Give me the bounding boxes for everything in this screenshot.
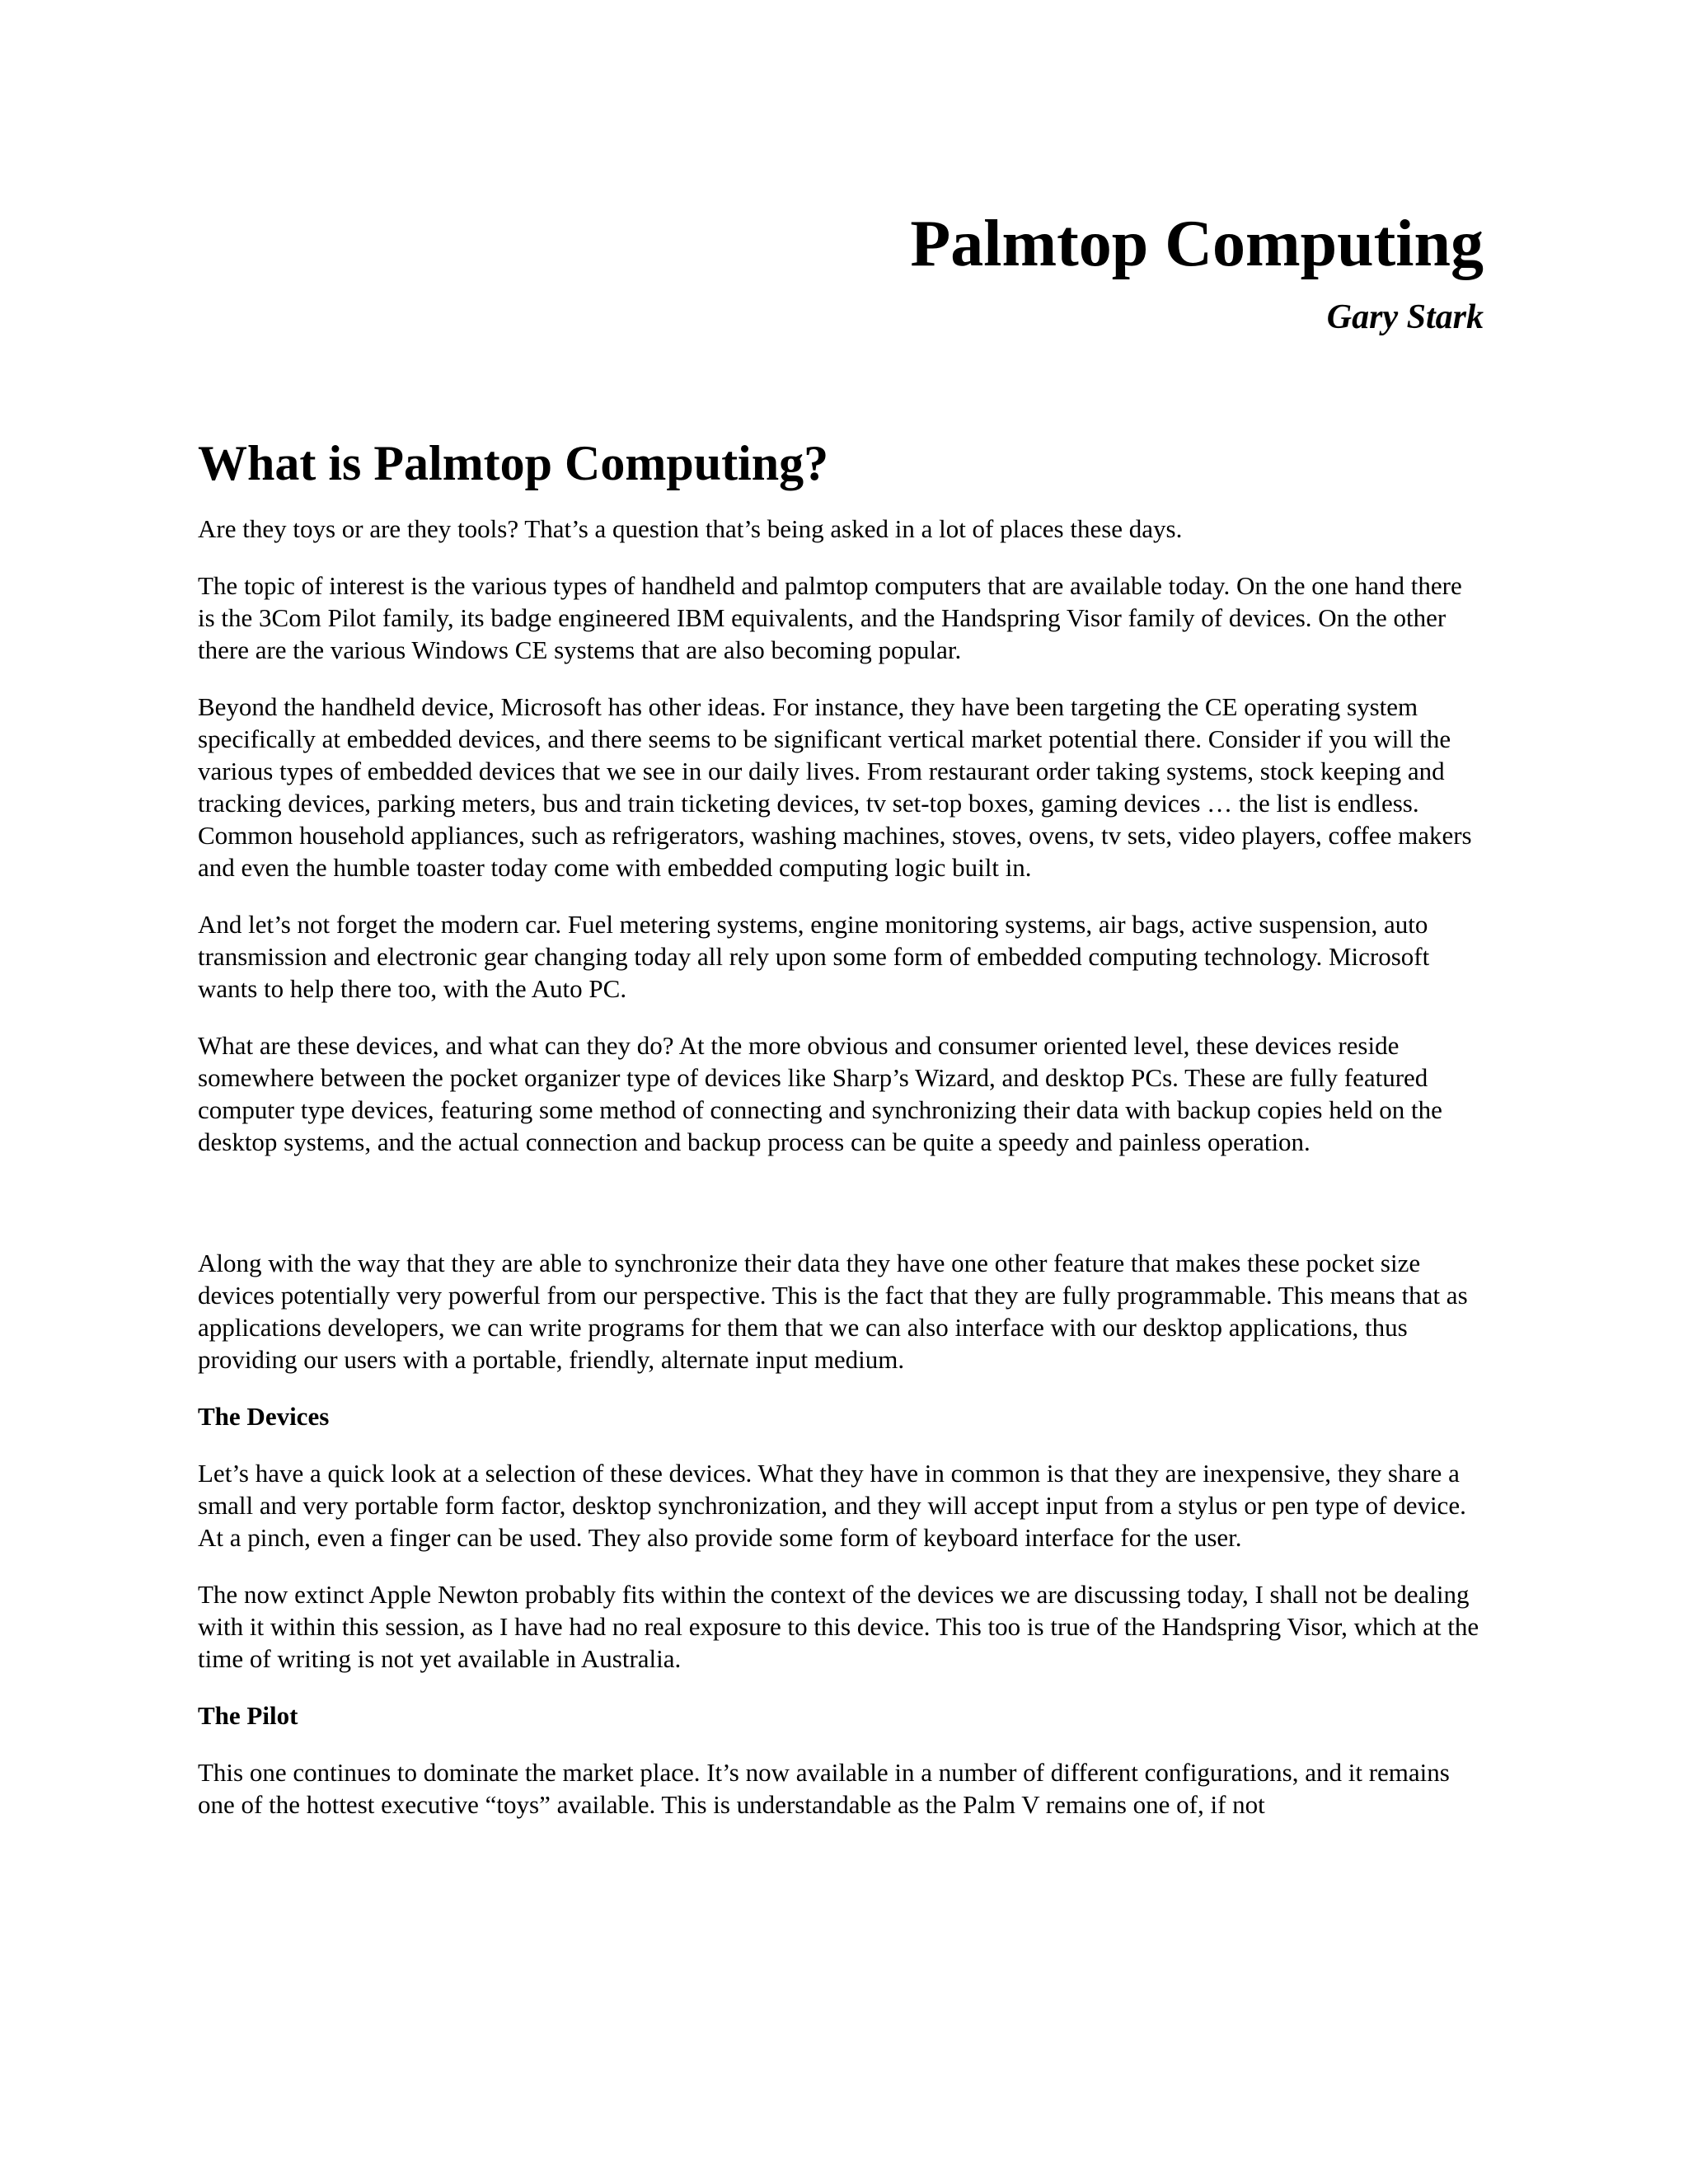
paragraph-intro-question: Are they toys or are they tools? That’s a question that’s being asked in a lot of places these days.: [198, 514, 1183, 544]
paragraph-what-are-devices: What are these devices, and what can they do? At the more obvious and consumer oriented level, these devices reside somewhere between the pocket organizer type of devices like Sharp’s Wizard, and desktop PCs. These are fully featured computer type devices, featuring some method of connecting and synchronizing their data with backup copies held on the desktop systems, and the actual connection and backup process can be quite a speedy and painless operation.: [198, 1031, 1442, 1157]
paragraph-topic: The topic of interest is the various types of handheld and palmtop computers that are available today. On the one hand there is the 3Com Pilot family, its badge engineered IBM equivalents, and the Handspring Visor family of devices. On the other there are the various Windows CE systems that are also becoming popular.: [198, 571, 1462, 665]
document-body: [198, 206, 1484, 1845]
document-author: Gary Stark: [1326, 298, 1484, 336]
section-heading: What is Palmtop Computing?: [198, 436, 829, 491]
subheading-the-devices: The Devices: [198, 1402, 330, 1432]
paragraph-embedded-devices: Beyond the handheld device, Microsoft has other ideas. For instance, they have been targeting the CE operating system specifically at embedded devices, and there seems to be significant vertical market potential there. Consider if you will the various types of embedded devices that we see in our daily lives. From restaurant order taking systems, stock keeping and tracking devices, parking meters, bus and train ticketing devices, tv set-top boxes, gaming devices … the list is endless. Common household appliances, such as refrigerators, washing machines, stoves, ovens, tv sets, video players, coffee makers and even the humble toaster today come with embedded computing logic built in.: [198, 692, 1472, 883]
paragraph-programmable: Along with the way that they are able to synchronize their data they have one other feature that makes these pocket size devices potentially very powerful from our perspective. This is the fact that they are fully programmable. This means that as applications developers, we can write programs for them that we can also interface with our desktop applications, thus providing our users with a portable, friendly, alternate input medium.: [198, 1249, 1468, 1375]
paragraph-pilot-market: This one continues to dominate the market place. It’s now available in a number of different configurations, and it remains one of the hottest executive “toys” available. This is understandable as the Palm V remains one of, if not: [198, 1758, 1450, 1820]
paragraph-modern-car: And let’s not forget the modern car. Fuel metering systems, engine monitoring systems, air bags, active suspension, auto transmission and electronic gear changing today all rely upon some form of embedded computing technology. Microsoft wants to help there too, with the Auto PC.: [198, 910, 1430, 1004]
subheading-the-pilot: The Pilot: [198, 1701, 298, 1731]
paragraph-devices-overview: Let’s have a quick look at a selection of these devices. What they have in common is that they are inexpensive, they share a small and very portable form factor, desktop synchronization, and they will accept input from a stylus or pen type of device. At a pinch, even a finger can be used. They also provide some form of keyboard interface for the user.: [198, 1459, 1466, 1553]
paragraph-apple-newton: The now extinct Apple Newton probably fits within the context of the devices we are discussing today, I shall not be dealing with it within this session, as I have had no real exposure to this device. This too is true of the Handspring Visor, which at the time of writing is not yet available in Australia.: [198, 1580, 1479, 1674]
document-title: Palmtop Computing: [910, 208, 1484, 280]
